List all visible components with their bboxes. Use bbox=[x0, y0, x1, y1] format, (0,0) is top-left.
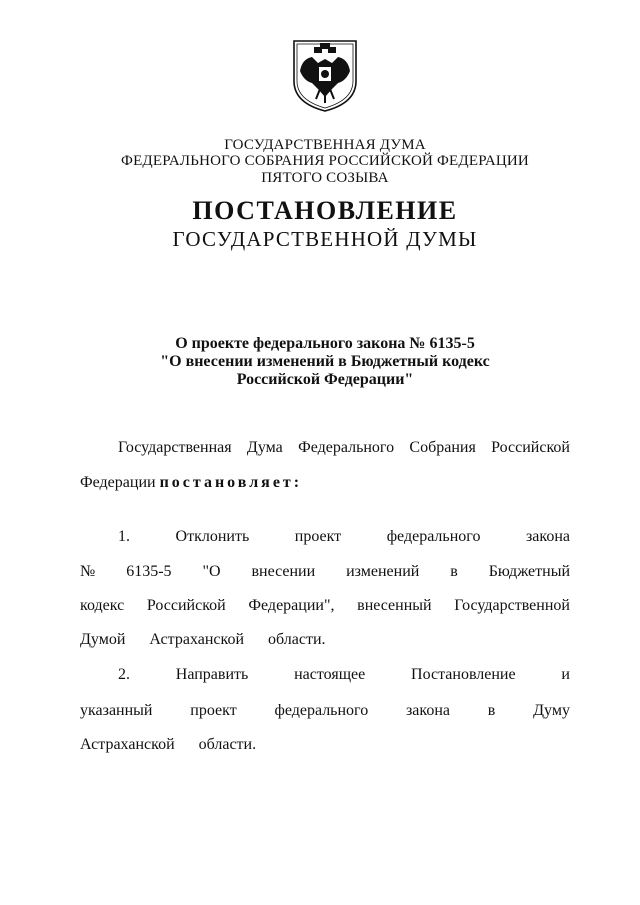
header-line-3: ПЯТОГО СОЗЫВА bbox=[261, 170, 389, 186]
word: в bbox=[487, 702, 496, 719]
word: Российской bbox=[491, 439, 570, 456]
header-line-2: ФЕДЕРАЛЬНОГО СОБРАНИЯ РОССИЙСКОЙ ФЕДЕРАЦИИ bbox=[121, 153, 529, 169]
word: федерального bbox=[274, 702, 369, 719]
word: Государственной bbox=[454, 597, 570, 614]
word: в bbox=[450, 563, 458, 580]
word: проект bbox=[294, 528, 342, 545]
subject-line-2: "О внесении изменений в Бюджетный кодекс bbox=[160, 353, 490, 370]
word: Российской bbox=[146, 597, 226, 614]
subject-line-3: Российской Федерации" bbox=[236, 371, 414, 388]
word: области. bbox=[268, 631, 326, 648]
word: Думой bbox=[80, 631, 126, 648]
word: закона bbox=[525, 528, 570, 545]
word: Федерации bbox=[80, 474, 160, 491]
word: изменений bbox=[346, 563, 420, 580]
item-1-line-2 bbox=[80, 563, 570, 581]
word: области. bbox=[198, 736, 257, 753]
item-1-line-4 bbox=[80, 631, 570, 649]
word: Направить bbox=[175, 666, 249, 683]
word: Постановление bbox=[411, 666, 516, 683]
item-1-line-1 bbox=[118, 528, 570, 546]
document-subtitle: ГОСУДАРСТВЕННОЙ ДУМЫ bbox=[172, 227, 478, 251]
word: Астраханской bbox=[80, 736, 175, 753]
word: федерального bbox=[386, 528, 481, 545]
coat-of-arms-icon bbox=[290, 37, 360, 113]
item-1-line-3 bbox=[80, 597, 570, 615]
word: проект bbox=[190, 702, 237, 719]
preamble-line-1 bbox=[118, 439, 570, 457]
word: № bbox=[80, 563, 96, 580]
word: Федерального bbox=[298, 439, 395, 456]
word: настоящее bbox=[294, 666, 366, 683]
item-2-line-1 bbox=[118, 666, 570, 684]
item-2-line-2 bbox=[80, 702, 570, 720]
word: Астраханской bbox=[149, 631, 245, 648]
document-title: ПОСТАНОВЛЕНИЕ bbox=[192, 196, 458, 225]
word: внесении bbox=[251, 563, 316, 580]
word: Федерации", bbox=[248, 597, 335, 614]
word: закона bbox=[405, 702, 451, 719]
word: 6135-5 bbox=[126, 563, 172, 580]
word: Бюджетный bbox=[488, 563, 570, 580]
item-number: 1. bbox=[118, 528, 130, 545]
word: "О bbox=[202, 563, 221, 580]
subject-line-1: О проекте федерального закона № 6135-5 bbox=[175, 335, 475, 352]
word: внесенный bbox=[357, 597, 432, 614]
word: Государственная bbox=[118, 439, 232, 456]
item-number: 2. bbox=[118, 666, 130, 683]
word: Дума bbox=[246, 439, 283, 456]
word: Думу bbox=[533, 702, 570, 719]
word: кодекс bbox=[80, 597, 125, 614]
word: Собрания bbox=[409, 439, 476, 456]
word: указанный bbox=[80, 702, 153, 719]
word: Отклонить bbox=[175, 528, 250, 545]
header-line-1: ГОСУДАРСТВЕННАЯ ДУМА bbox=[224, 137, 426, 153]
word: и bbox=[561, 666, 570, 683]
item-2-line-3 bbox=[80, 736, 570, 754]
resolves-word: постановляет: bbox=[159, 474, 303, 491]
preamble-line-2 bbox=[80, 474, 570, 492]
